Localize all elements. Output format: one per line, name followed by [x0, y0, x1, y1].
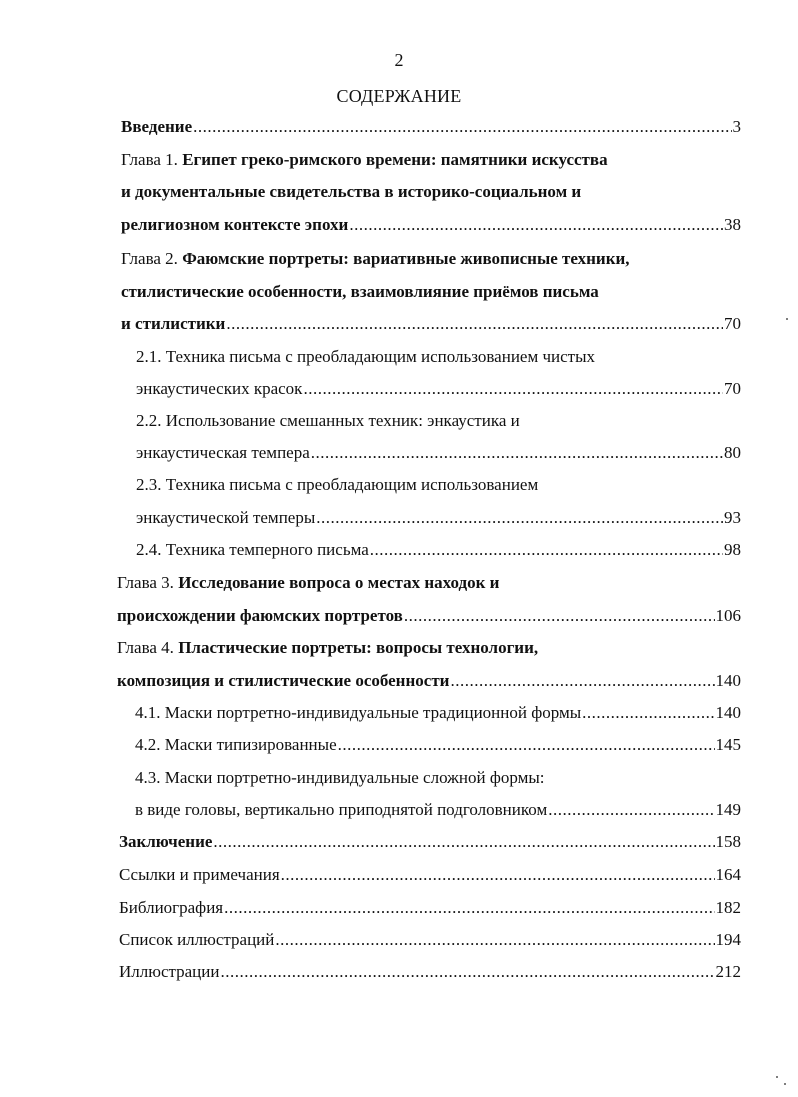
toc-entry-bibliography[interactable]: [119, 897, 741, 919]
section-title: в виде головы, вертикально приподнятой подголовником: [135, 800, 548, 819]
toc-page-number: 80: [724, 443, 741, 462]
section-title: 4.3. Маски портретно-индивидуальные сложной формы:: [135, 768, 545, 787]
leader-dots: [349, 214, 723, 236]
toc-page-number: 140: [715, 671, 741, 690]
leader-dots: [582, 702, 714, 724]
toc-entry-title: Список иллюстраций: [119, 930, 275, 949]
leader-dots: [226, 313, 723, 335]
toc-page-number: 140: [715, 703, 741, 722]
leader-dots: [213, 831, 714, 853]
chapter-prefix: Глава 4.: [117, 638, 174, 657]
toc-chapter-2-line-2[interactable]: [121, 281, 599, 303]
chapter-title: происхождении фаюмских портретов: [117, 606, 403, 625]
section-title: энкаустической темперы: [136, 508, 316, 527]
toc-page-number: 145: [715, 735, 741, 754]
section-title: энкаустических красок: [136, 379, 303, 398]
toc-page-number: 182: [715, 898, 741, 917]
leader-dots: [370, 539, 723, 561]
toc-entry-illustrations[interactable]: [119, 961, 741, 983]
chapter-title: стилистические особенности, взаимовлияние приёмов письма: [121, 282, 599, 301]
toc-entry-title: Заключение: [119, 832, 213, 851]
section-title: 2.2. Использование смешанных техник: энкаустика и: [136, 411, 520, 430]
toc-section-2-2-line-2[interactable]: [136, 442, 741, 464]
leader-dots: [193, 116, 731, 138]
page-title: СОДЕРЖАНИЕ: [336, 86, 462, 106]
scan-speck: [786, 318, 788, 320]
leader-dots: [275, 929, 714, 951]
toc-chapter-1-line-2[interactable]: [121, 181, 581, 203]
toc-chapter-3-line-1[interactable]: [117, 572, 499, 594]
section-title: 2.4. Техника темперного письма: [136, 540, 369, 559]
toc-page-number: 38: [724, 215, 741, 234]
section-title: энкаустическая темпера: [136, 443, 310, 462]
toc-page-number: 70: [724, 379, 741, 398]
leader-dots: [281, 864, 715, 886]
toc-section-2-1-line-1[interactable]: [136, 346, 595, 368]
toc-entry-title: Библиография: [119, 898, 224, 917]
toc-page-number: 70: [724, 314, 741, 333]
leader-dots: [220, 961, 714, 983]
scan-speck: [776, 1076, 778, 1078]
chapter-title: Фаюмские портреты: вариативные живописные техники,: [182, 249, 630, 268]
leader-dots: [338, 734, 715, 756]
page-number: 2: [394, 50, 404, 70]
toc-entry-introduction[interactable]: [121, 116, 741, 138]
toc-page-number: 158: [715, 832, 741, 851]
toc-entry-conclusion[interactable]: [119, 831, 741, 853]
leader-dots: [450, 670, 714, 692]
toc-section-4-3-line-1[interactable]: [135, 767, 545, 789]
section-title: 2.1. Техника письма с преобладающим использованием чистых: [136, 347, 596, 366]
leader-dots: [224, 897, 714, 919]
chapter-prefix: Глава 2.: [121, 249, 178, 268]
chapter-title: и документальные свидетельства в историко-социальном и: [121, 182, 582, 201]
toc-page-number: 212: [715, 962, 741, 981]
section-title: 4.2. Маски типизированные: [135, 735, 337, 754]
chapter-prefix: Глава 1.: [121, 150, 178, 169]
chapter-title: Пластические портреты: вопросы технологии,: [178, 638, 539, 657]
toc-entry-references[interactable]: [119, 864, 741, 886]
leader-dots: [311, 442, 723, 464]
toc-chapter-2-line-1[interactable]: [121, 248, 630, 270]
toc-chapter-4-line-1[interactable]: [117, 637, 538, 659]
toc-section-2-2-line-1[interactable]: [136, 410, 520, 432]
leader-dots: [404, 605, 715, 627]
chapter-title: и стилистики: [121, 314, 226, 333]
toc-chapter-4-line-2[interactable]: [117, 670, 741, 692]
leader-dots: [316, 507, 723, 529]
toc-section-4-3-line-2[interactable]: [135, 799, 741, 821]
chapter-title: религиозном контексте эпохи: [121, 215, 349, 234]
toc-section-4-1[interactable]: [135, 702, 741, 724]
chapter-title: Исследование вопроса о местах находок и: [178, 573, 500, 592]
toc-section-4-2[interactable]: [135, 734, 741, 756]
toc-page-number: 149: [715, 800, 741, 819]
scan-speck: [784, 1083, 786, 1085]
toc-section-2-1-line-2[interactable]: [136, 378, 741, 400]
section-title: 4.1. Маски портретно-индивидуальные традиционной формы: [135, 703, 582, 722]
toc-chapter-1-line-3[interactable]: [121, 214, 741, 236]
toc-page-number: 98: [724, 540, 741, 559]
chapter-title: Египет греко-римского времени: памятники искусства: [182, 150, 608, 169]
leader-dots: [548, 799, 714, 821]
toc-chapter-3-line-2[interactable]: [117, 605, 741, 627]
toc-page-number: 194: [715, 930, 741, 949]
toc-page-number: 164: [715, 865, 741, 884]
chapter-title: композиция и стилистические особенности: [117, 671, 450, 690]
toc-page-number: 93: [724, 508, 741, 527]
toc-entry-title: Введение: [121, 117, 193, 136]
toc-entry-title: Иллюстрации: [119, 962, 220, 981]
chapter-prefix: Глава 3.: [117, 573, 174, 592]
toc-chapter-2-line-3[interactable]: [121, 313, 741, 335]
toc-entry-title: Ссылки и примечания: [119, 865, 280, 884]
toc-chapter-1-line-1[interactable]: [121, 149, 608, 171]
toc-section-2-3-line-2[interactable]: [136, 507, 741, 529]
section-title: 2.3. Техника письма с преобладающим использованием: [136, 475, 539, 494]
toc-entry-illustration-list[interactable]: [119, 929, 741, 951]
toc-page-number: 106: [715, 606, 741, 625]
toc-section-2-4[interactable]: [136, 539, 741, 561]
toc-page-number: 3: [732, 117, 741, 136]
leader-dots: [303, 378, 723, 400]
toc-section-2-3-line-1[interactable]: [136, 474, 538, 496]
